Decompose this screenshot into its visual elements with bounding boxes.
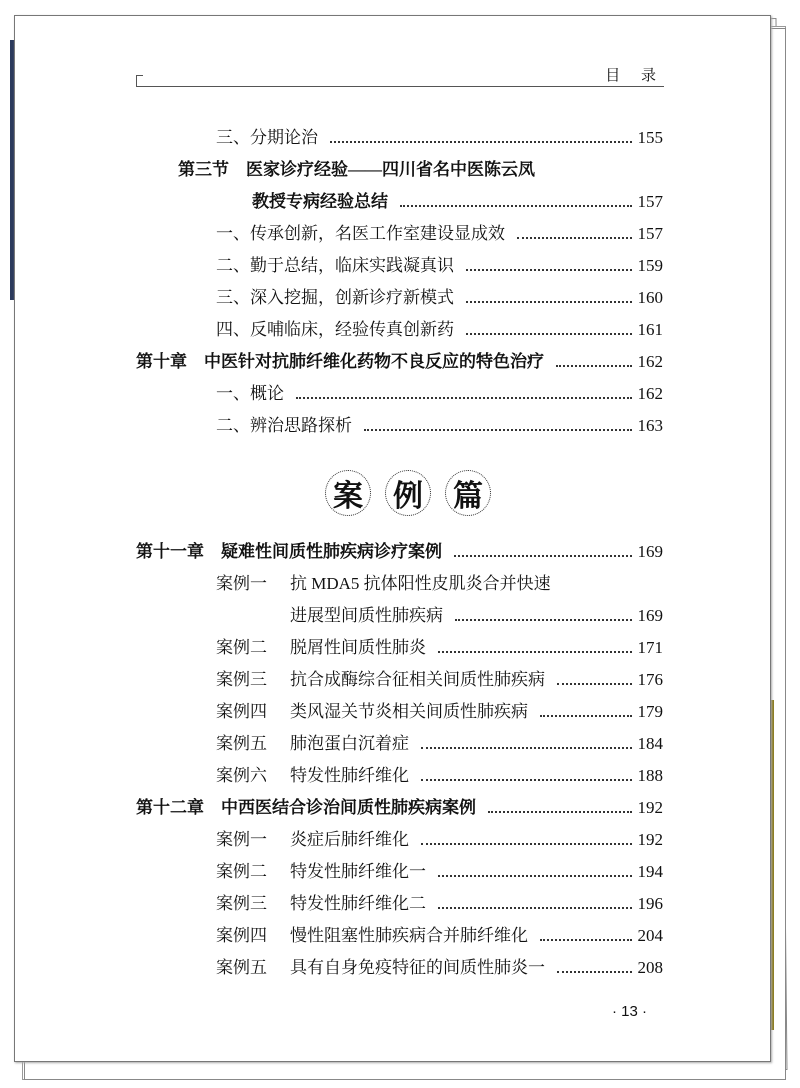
entry-page: 192 [637,798,663,817]
entry-title: 特发性肺纤维化二 [290,894,426,913]
dot-leader [556,365,632,367]
part-title [325,470,491,516]
toc-entry[interactable] [216,571,663,595]
entry-title: 第三节 医家诊疗经验——四川省名中医陈云凤 [178,160,535,179]
entry-page: 163 [637,416,663,435]
entry-page: 179 [637,702,663,721]
entry-title: 抗合成酶综合征相关间质性肺疾病 [290,670,545,689]
entry-page: 176 [637,670,663,689]
entry-title: 脱屑性间质性肺炎 [290,638,426,657]
dot-leader [438,907,632,909]
entry-page: 161 [637,320,663,339]
toc-entry[interactable] [216,731,663,755]
part-title-char: 例 [385,470,431,516]
dot-leader [421,843,632,845]
dot-leader [488,811,632,813]
entry-page: 157 [637,192,663,211]
dot-leader [540,939,632,941]
toc-entry[interactable] [216,381,663,405]
entry-title: 第十二章 中西医结合诊治间质性肺疾病案例 [136,798,476,817]
dot-leader [540,715,632,717]
entry-title: 进展型间质性肺疾病 [290,606,443,625]
dot-leader [421,779,632,781]
case-label: 案例四 [216,926,267,945]
case-label: 案例二 [216,862,267,881]
case-label: 案例二 [216,638,267,657]
entry-title: 第十一章 疑难性间质性肺疾病诊疗案例 [136,542,442,561]
dot-leader [364,429,632,431]
dot-leader [454,555,632,557]
entry-title: 肺泡蛋白沉着症 [290,734,409,753]
entry-title: 四、反哺临床，经验传真创新药 [216,320,454,339]
part-title-char: 案 [325,470,371,516]
case-label: 案例三 [216,894,267,913]
toc-entry[interactable] [136,349,663,373]
toc-entry[interactable] [216,317,663,341]
toc-entry[interactable] [136,539,663,563]
dot-leader [421,747,632,749]
toc-entry[interactable] [216,763,663,787]
entry-page: 171 [637,638,663,657]
toc-entry[interactable] [216,253,663,277]
toc-entry[interactable] [216,635,663,659]
entry-title: 第十章 中医针对抗肺纤维化药物不良反应的特色治疗 [136,352,544,371]
entry-page: 208 [637,958,663,977]
entry-title: 具有自身免疫特征的间质性肺炎一 [290,958,545,977]
entry-title: 二、辨治思路探析 [216,416,352,435]
toc-entry[interactable] [178,157,663,181]
case-label: 案例三 [216,670,267,689]
dot-leader [466,333,632,335]
dot-leader [400,205,632,207]
entry-page: 162 [637,352,663,371]
dot-leader [455,619,632,621]
entry-page: 204 [637,926,663,945]
toc-entry[interactable] [216,603,663,627]
header-title: 目 录 [605,66,664,84]
dot-leader [517,237,632,239]
dot-leader [466,269,632,271]
entry-title: 三、深入挖掘，创新诊疗新模式 [216,288,454,307]
entry-page: 155 [637,128,663,147]
toc-entry[interactable] [216,859,663,883]
toc-entry[interactable] [136,795,663,819]
toc-entry[interactable] [216,285,663,309]
running-header [136,64,664,87]
entry-page: 159 [637,256,663,275]
toc-entry[interactable] [216,955,663,979]
toc-entry[interactable] [216,891,663,915]
dot-leader [557,683,632,685]
case-label: 案例四 [216,702,267,721]
dot-leader [466,301,632,303]
page-number: · 13 · [612,1003,648,1020]
entry-title: 一、传承创新，名医工作室建设显成效 [216,224,505,243]
dot-leader [296,397,632,399]
case-label: 案例六 [216,766,267,785]
entry-page: 169 [637,542,663,561]
toc-entry[interactable] [216,667,663,691]
entry-page: 169 [637,606,663,625]
entry-page: 196 [637,894,663,913]
toc-entry[interactable] [216,923,663,947]
entry-title: 炎症后肺纤维化 [290,830,409,849]
entry-page: 184 [637,734,663,753]
dot-leader [438,875,632,877]
entry-page: 188 [637,766,663,785]
case-label: 案例一 [216,574,267,593]
entry-title: 教授专病经验总结 [252,192,388,211]
entry-page: 157 [637,224,663,243]
toc-entry[interactable] [216,413,663,437]
entry-page: 194 [637,862,663,881]
entry-title: 一、概论 [216,384,284,403]
toc-entry[interactable] [216,221,663,245]
case-label: 案例一 [216,830,267,849]
toc-entry[interactable] [216,699,663,723]
part-title-char: 篇 [445,470,491,516]
toc-entry[interactable] [216,827,663,851]
toc-entry[interactable] [252,189,663,213]
entry-title: 二、勤于总结，临床实践凝真识 [216,256,454,275]
entry-title: 类风湿关节炎相关间质性肺疾病 [290,702,528,721]
entry-title: 特发性肺纤维化 [290,766,409,785]
case-label: 案例五 [216,734,267,753]
entry-page: 162 [637,384,663,403]
entry-page: 192 [637,830,663,849]
dot-leader [438,651,632,653]
case-label: 案例五 [216,958,267,977]
toc-entry[interactable] [216,125,663,149]
entry-title: 三、分期论治 [216,128,318,147]
entry-title: 特发性肺纤维化一 [290,862,426,881]
entry-title: 慢性阻塞性肺疾病合并肺纤维化 [290,926,528,945]
dot-leader [330,141,632,143]
entry-page: 160 [637,288,663,307]
dot-leader [557,971,632,973]
entry-title: 抗 MDA5 抗体阳性皮肌炎合并快速 [290,574,551,593]
header-ornament [136,75,143,86]
